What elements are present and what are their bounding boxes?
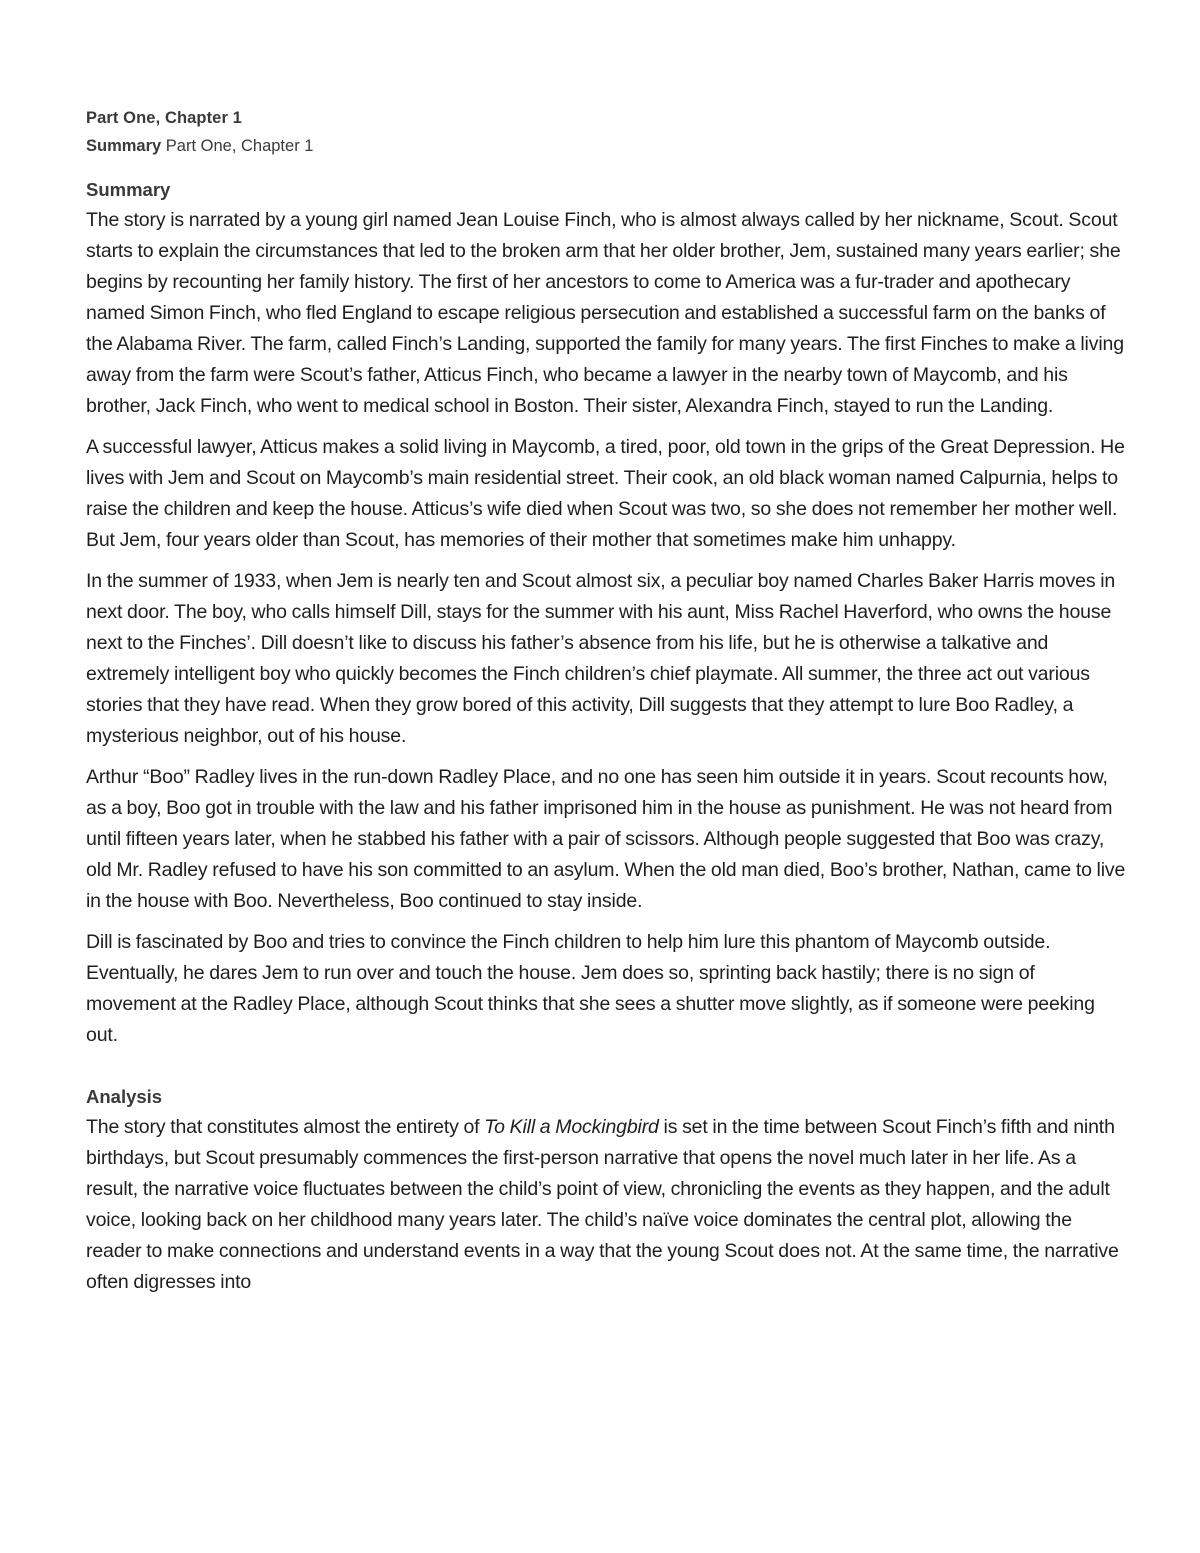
summary-paragraph: Dill is fascinated by Boo and tries to convince the Finch children to help him lure this phantom of Maycomb outside. Eventually, he dares Jem to run over and touch the house. Jem does so, sprinting back hastily; there is no sign of movement at the Radley Place, although Scout thinks that she sees a shutter move slightly, as if someone were peeking out. bbox=[86, 931, 1095, 1046]
analysis-heading: Analysis bbox=[86, 1086, 163, 1107]
book-title: To Kill a Mockingbird bbox=[484, 1116, 659, 1138]
subtitle-rest: Part One, Chapter 1 bbox=[161, 137, 314, 155]
analysis-paragraph bbox=[86, 1112, 1126, 1298]
summary-paragraph: In the summer of 1933, when Jem is nearly ten and Scout almost six, a peculiar boy named Charles Baker Harris moves in next door. The boy, who calls himself Dill, stays for the summer with his aunt, Miss Rachel Haverford, who owns the house next to the Finches’. Dill doesn’t like to discuss his father’s absence from his life, but he is otherwise a talkative and extremely intelligent boy who quickly becomes the Finch children’s chief playmate. All summer, the three act out various stories that they have read. When they grow bored of this activity, Dill suggests that they attempt to lure Boo Radley, a mysterious neighbor, out of his house. bbox=[86, 570, 1116, 747]
analysis-text-rest: is set in the time between Scout Finch’s fifth and ninth birthdays, but Scout presumably commences the first-person narrative that opens the novel much later in her life. As a result, the narrative voice fluctuates between the child’s point of view, chronicling the events as they happen, and the adult voice, looking back on her childhood many years later. The child’s naïve voice dominates the central plot, allowing the reader to make connections and understand events in a way that the young Scout does not. At the same time, the narrative often digresses into bbox=[86, 1116, 1119, 1293]
analysis-text-start: The story that constitutes almost the entirety of bbox=[86, 1116, 485, 1138]
summary-heading: Summary bbox=[86, 179, 171, 200]
summary-paragraph: Arthur “Boo” Radley lives in the run-down Radley Place, and no one has seen him outside it in years. Scout recounts how, as a boy, Boo got in trouble with the law and his father imprisoned him in the house as punishment. He was not heard from until fifteen years later, when he stabbed his father with a pair of scissors. Although people suggested that Boo was crazy, old Mr. Radley refused to have his son committed to an asylum. When the old man died, Boo’s brother, Nathan, came to live in the house with Boo. Nevertheless, Boo continued to stay inside. bbox=[86, 766, 1126, 912]
document-page bbox=[86, 104, 1126, 1308]
summary-paragraph: The story is narrated by a young girl named Jean Louise Finch, who is almost always called by her nickname, Scout. Scout starts to explain the circumstances that led to the broken arm that her older brother, Jem, sustained many years earlier; she begins by recounting her family history. The first of her ancestors to come to America was a fur-trader and apothecary named Simon Finch, who fled England to escape religious persecution and established a successful farm on the banks of the Alabama River. The farm, called Finch’s Landing, supported the family for many years. The first Finches to make a living away from the farm were Scout’s father, Atticus Finch, who became a lawyer in the nearby town of Maycomb, and his brother, Jack Finch, who went to medical school in Boston. Their sister, Alexandra Finch, stayed to run the Landing. bbox=[86, 209, 1124, 417]
summary-paragraph: A successful lawyer, Atticus makes a solid living in Maycomb, a tired, poor, old town in the grips of the Great Depression. He lives with Jem and Scout on Maycomb’s main residential street. Their cook, an old black woman named Calpurnia, helps to raise the children and keep the house. Atticus’s wife died when Scout was two, so she does not remember her mother well. But Jem, four years older than Scout, has memories of their mother that sometimes make him unhappy. bbox=[86, 436, 1125, 551]
subtitle-bold: Summary bbox=[86, 137, 162, 155]
chapter-title: Part One, Chapter 1 bbox=[86, 109, 242, 127]
chapter-subtitle bbox=[86, 132, 1126, 160]
